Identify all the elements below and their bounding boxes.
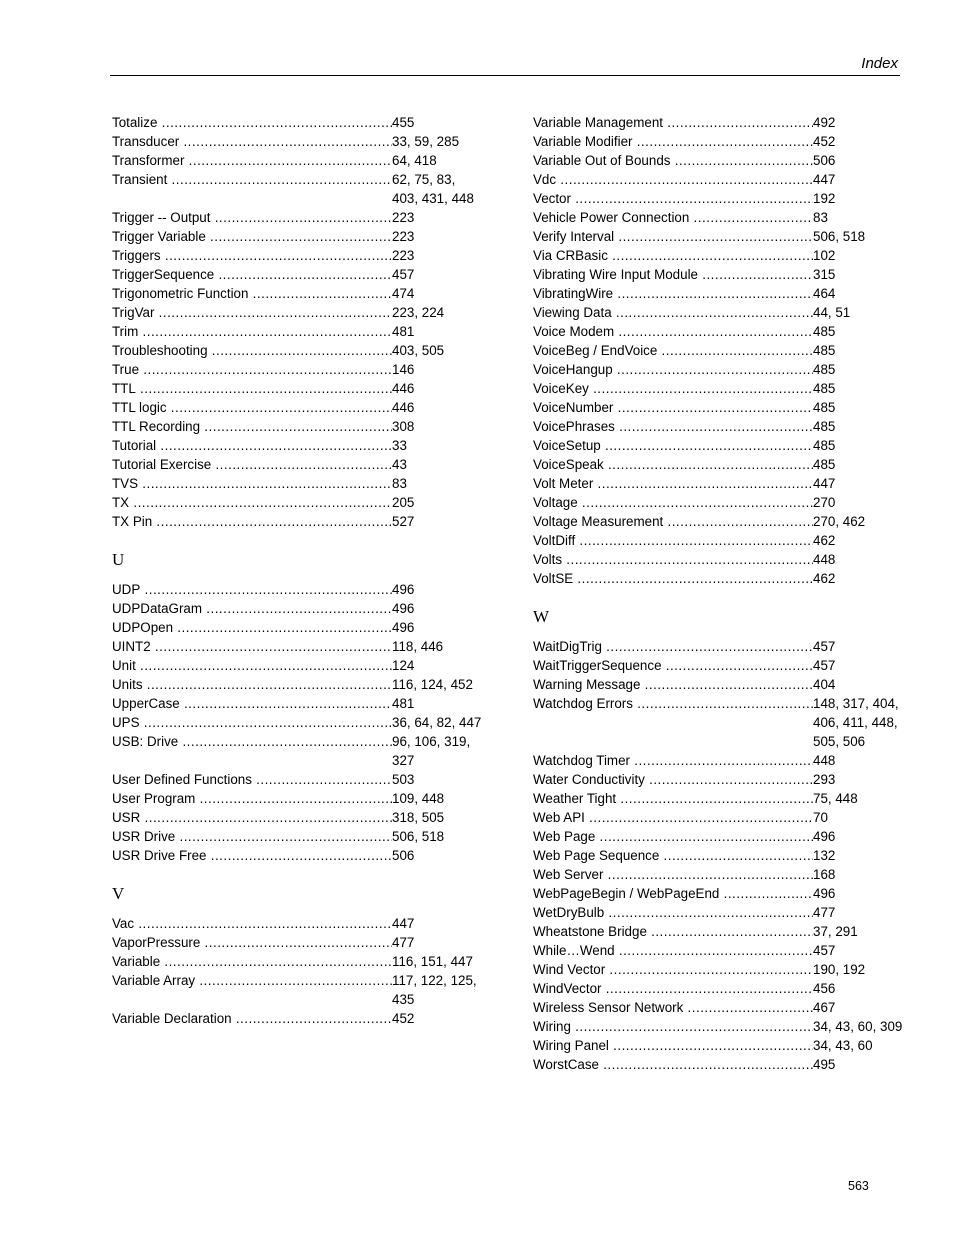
index-entry: [112, 808, 482, 827]
index-term: WorstCase .....: [533, 1055, 813, 1074]
index-term: VoiceSpeak .....: [533, 455, 813, 474]
index-term: Weather Tight .....: [533, 789, 813, 808]
index-term: Variable Array .....: [112, 971, 392, 990]
index-entry: [533, 770, 903, 789]
index-pages: 34, 43, 60, 309: [813, 1019, 903, 1034]
index-term: VaporPressure .....: [112, 933, 392, 952]
index-pages: 485: [813, 343, 836, 358]
index-pages: 223: [392, 210, 415, 225]
index-entry: [112, 113, 482, 132]
index-pages: 506, 518: [392, 829, 445, 844]
index-term: UINT2 .....: [112, 637, 392, 656]
index-entry: [112, 952, 482, 971]
index-entry: [112, 227, 482, 246]
index-pages: 456: [813, 981, 836, 996]
page-header-title: Index: [861, 55, 898, 72]
index-term: Voltage Measurement .....: [533, 512, 813, 531]
index-pages: 34, 43, 60: [813, 1038, 873, 1053]
index-entry: [533, 493, 903, 512]
index-pages: 223, 224: [392, 305, 445, 320]
entry-group: [112, 580, 482, 865]
index-term: Web Page Sequence .....: [533, 846, 813, 865]
index-term: Wheatstone Bridge .....: [533, 922, 813, 941]
index-entry: [112, 455, 482, 474]
index-term: VibratingWire .....: [533, 284, 813, 303]
index-term: Trigger -- Output .....: [112, 208, 392, 227]
index-term: Vibrating Wire Input Module .....: [533, 265, 813, 284]
index-pages: 33: [392, 438, 407, 453]
index-entry: [112, 675, 482, 694]
index-term: Tutorial Exercise .....: [112, 455, 392, 474]
index-entry: [112, 732, 482, 770]
index-term: VoiceNumber .....: [533, 398, 813, 417]
index-entry: [533, 998, 903, 1017]
header-rule: [110, 75, 900, 76]
index-pages: 447: [813, 476, 836, 491]
index-entry: [112, 284, 482, 303]
index-pages: 495: [813, 1057, 836, 1072]
index-term: UDP .....: [112, 580, 392, 599]
index-term: Web Page .....: [533, 827, 813, 846]
index-pages: 448: [813, 753, 836, 768]
index-pages: 452: [392, 1011, 415, 1026]
index-entry: [112, 170, 482, 208]
index-term: WebPageBegin / WebPageEnd .....: [533, 884, 813, 903]
index-entry: [112, 303, 482, 322]
index-entry: [533, 941, 903, 960]
index-entry: [112, 265, 482, 284]
index-entry: [533, 455, 903, 474]
index-term: Voltage .....: [533, 493, 813, 512]
index-term: User Program .....: [112, 789, 392, 808]
index-term: Totalize .....: [112, 113, 392, 132]
index-entry: [112, 512, 482, 531]
index-pages: 485: [813, 438, 836, 453]
index-pages: 62, 75, 83, 403, 431, 448: [392, 172, 474, 206]
index-pages: 485: [813, 457, 836, 472]
index-term: Trigger Variable .....: [112, 227, 392, 246]
index-term: Vehicle Power Connection .....: [533, 208, 813, 227]
entry-group: [533, 637, 903, 1074]
index-term: USR Drive .....: [112, 827, 392, 846]
section-letter-u: U: [112, 550, 125, 569]
index-term: USR .....: [112, 808, 392, 827]
index-entry: [533, 227, 903, 246]
index-pages: 477: [392, 935, 415, 950]
index-pages: 485: [813, 324, 836, 339]
index-term: Transformer .....: [112, 151, 392, 170]
index-entry: [533, 151, 903, 170]
index-pages: 132: [813, 848, 836, 863]
index-term: Trigonometric Function .....: [112, 284, 392, 303]
index-entry: [533, 656, 903, 675]
index-entry: [112, 713, 482, 732]
index-entry: [533, 675, 903, 694]
index-term: Variable Modifier .....: [533, 132, 813, 151]
index-term: UpperCase .....: [112, 694, 392, 713]
section-letter-w: W: [533, 607, 550, 626]
index-entry: [533, 846, 903, 865]
index-entry: [533, 303, 903, 322]
index-term: Via CRBasic .....: [533, 246, 813, 265]
index-term: Troubleshooting .....: [112, 341, 392, 360]
index-pages: 102: [813, 248, 836, 263]
index-entry: [533, 1017, 903, 1036]
index-entry: [533, 360, 903, 379]
index-entry: [533, 694, 903, 751]
index-entry: [112, 846, 482, 865]
index-pages: 124: [392, 658, 415, 673]
index-pages: 270: [813, 495, 836, 510]
index-pages: 148, 317, 404, 406, 411, 448, 505, 506: [813, 696, 899, 749]
index-term: UPS .....: [112, 713, 392, 732]
index-term: VoiceBeg / EndVoice .....: [533, 341, 813, 360]
index-entry: [533, 903, 903, 922]
index-pages: 446: [392, 381, 415, 396]
index-term: TrigVar .....: [112, 303, 392, 322]
index-term: Vdc .....: [533, 170, 813, 189]
index-entry: [533, 922, 903, 941]
index-entry: [112, 398, 482, 417]
index-term: Web API .....: [533, 808, 813, 827]
index-term: WaitDigTrig .....: [533, 637, 813, 656]
index-entry: [112, 1009, 482, 1028]
index-entry: [533, 246, 903, 265]
index-entry: [112, 933, 482, 952]
index-pages: 481: [392, 324, 415, 339]
index-entry: [533, 569, 903, 588]
index-entry: [533, 170, 903, 189]
index-column-right: [533, 113, 903, 1074]
index-pages: 192: [813, 191, 836, 206]
index-pages: 118, 446: [392, 639, 444, 654]
index-pages: 485: [813, 400, 836, 415]
index-term: Verify Interval .....: [533, 227, 813, 246]
index-entry: [533, 884, 903, 903]
index-term: Wiring .....: [533, 1017, 813, 1036]
index-pages: 477: [813, 905, 836, 920]
index-pages: 462: [813, 533, 836, 548]
index-entry: [533, 789, 903, 808]
index-pages: 83: [392, 476, 407, 491]
index-pages: 75, 448: [813, 791, 858, 806]
index-entry: [112, 360, 482, 379]
index-term: TX Pin .....: [112, 512, 392, 531]
index-entry: [533, 113, 903, 132]
index-pages: 457: [813, 658, 836, 673]
index-entry: [533, 751, 903, 770]
index-pages: 404: [813, 677, 836, 692]
index-term: True .....: [112, 360, 392, 379]
index-pages: 496: [392, 620, 415, 635]
index-entry: [533, 398, 903, 417]
index-pages: 33, 59, 285: [392, 134, 460, 149]
index-term: Variable Declaration .....: [112, 1009, 392, 1028]
index-entry: [112, 656, 482, 675]
index-entry: [112, 618, 482, 637]
index-term: Watchdog Errors .....: [533, 694, 813, 713]
index-entry: [112, 436, 482, 455]
index-term: Volts .....: [533, 550, 813, 569]
index-entry: [533, 189, 903, 208]
index-term: While…Wend .....: [533, 941, 813, 960]
index-entry: [533, 637, 903, 656]
index-pages: 496: [392, 601, 415, 616]
index-entry: [533, 1036, 903, 1055]
index-pages: 37, 291: [813, 924, 858, 939]
index-pages: 293: [813, 772, 836, 787]
index-term: Vac .....: [112, 914, 392, 933]
index-entry: [533, 808, 903, 827]
index-term: VoiceSetup .....: [533, 436, 813, 455]
index-pages: 462: [813, 571, 836, 586]
index-entry: [112, 827, 482, 846]
index-pages: 457: [813, 943, 836, 958]
entry-group: [112, 914, 482, 1028]
index-term: Units .....: [112, 675, 392, 694]
index-entry: [533, 265, 903, 284]
index-term: VoiceHangup .....: [533, 360, 813, 379]
entry-group: [533, 113, 903, 588]
index-entry: [112, 580, 482, 599]
index-term: User Defined Functions .....: [112, 770, 392, 789]
index-entry: [533, 322, 903, 341]
index-pages: 448: [813, 552, 836, 567]
index-entry: [112, 379, 482, 398]
index-entry: [533, 550, 903, 569]
index-pages: 447: [392, 916, 415, 931]
index-term: WaitTriggerSequence .....: [533, 656, 813, 675]
index-term: TTL Recording .....: [112, 417, 392, 436]
index-entry: [533, 208, 903, 227]
index-entry: [533, 341, 903, 360]
section-letter-v: V: [112, 884, 125, 903]
index-term: Vector .....: [533, 189, 813, 208]
index-entry: [533, 436, 903, 455]
index-entry: [533, 417, 903, 436]
index-term: Volt Meter .....: [533, 474, 813, 493]
index-term: Transient .....: [112, 170, 392, 189]
index-term: Wind Vector .....: [533, 960, 813, 979]
index-pages: 43: [392, 457, 407, 472]
index-entry: [112, 417, 482, 436]
index-term: Triggers .....: [112, 246, 392, 265]
page-number: 563: [848, 1179, 869, 1193]
index-pages: 506: [813, 153, 836, 168]
index-pages: 506, 518: [813, 229, 866, 244]
index-term: UDPDataGram .....: [112, 599, 392, 618]
index-pages: 70: [813, 810, 828, 825]
index-term: WindVector .....: [533, 979, 813, 998]
index-pages: 503: [392, 772, 415, 787]
index-pages: 116, 151, 447: [392, 954, 473, 969]
index-entry: [112, 208, 482, 227]
index-term: VoltDiff .....: [533, 531, 813, 550]
index-pages: 496: [813, 886, 836, 901]
index-term: Voice Modem .....: [533, 322, 813, 341]
index-term: Watchdog Timer .....: [533, 751, 813, 770]
index-entry: [112, 474, 482, 493]
index-entry: [112, 341, 482, 360]
index-entry: [533, 284, 903, 303]
index-term: Warning Message .....: [533, 675, 813, 694]
index-entry: [112, 770, 482, 789]
index-term: Trim .....: [112, 322, 392, 341]
index-pages: 457: [392, 267, 415, 282]
index-term: Water Conductivity .....: [533, 770, 813, 789]
index-pages: 485: [813, 419, 836, 434]
index-entry: [533, 960, 903, 979]
index-term: Variable Management .....: [533, 113, 813, 132]
index-pages: 117, 122, 125, 435: [392, 973, 477, 1007]
index-term: UDPOpen .....: [112, 618, 392, 637]
index-term: VoltSE .....: [533, 569, 813, 588]
index-entry: [112, 914, 482, 933]
index-pages: 83: [813, 210, 828, 225]
index-entry: [112, 694, 482, 713]
index-pages: 36, 64, 82, 447: [392, 715, 482, 730]
index-pages: 496: [813, 829, 836, 844]
index-entry: [533, 379, 903, 398]
index-pages: 168: [813, 867, 836, 882]
index-entry: [112, 599, 482, 618]
index-entry: [533, 474, 903, 493]
index-entry: [112, 971, 482, 1009]
index-entry: [112, 789, 482, 808]
index-entry: [112, 246, 482, 265]
index-pages: 527: [392, 514, 415, 529]
index-term: Wireless Sensor Network .....: [533, 998, 813, 1017]
index-term: USR Drive Free .....: [112, 846, 392, 865]
index-term: TTL .....: [112, 379, 392, 398]
index-entry: [533, 865, 903, 884]
index-term: Viewing Data .....: [533, 303, 813, 322]
index-entry: [112, 151, 482, 170]
index-entry: [533, 979, 903, 998]
index-pages: 205: [392, 495, 415, 510]
index-pages: 506: [392, 848, 415, 863]
index-pages: 44, 51: [813, 305, 851, 320]
index-pages: 315: [813, 267, 836, 282]
index-pages: 146: [392, 362, 415, 377]
index-entry: [533, 531, 903, 550]
index-pages: 190, 192: [813, 962, 866, 977]
index-term: Unit .....: [112, 656, 392, 675]
entry-group: [112, 113, 482, 531]
index-pages: 223: [392, 229, 415, 244]
index-term: Variable .....: [112, 952, 392, 971]
index-pages: 318, 505: [392, 810, 445, 825]
index-pages: 464: [813, 286, 836, 301]
index-pages: 455: [392, 115, 415, 130]
index-pages: 109, 448: [392, 791, 445, 806]
index-pages: 403, 505: [392, 343, 445, 358]
index-entry: [533, 512, 903, 531]
index-entry: [112, 493, 482, 512]
index-term: TTL logic .....: [112, 398, 392, 417]
index-term: Wiring Panel .....: [533, 1036, 813, 1055]
index-pages: 446: [392, 400, 415, 415]
index-entry: [112, 132, 482, 151]
index-entry: [112, 322, 482, 341]
index-pages: 474: [392, 286, 415, 301]
index-pages: 64, 418: [392, 153, 437, 168]
index-entry: [533, 1055, 903, 1074]
index-entry: [112, 637, 482, 656]
index-pages: 270, 462: [813, 514, 866, 529]
index-term: Transducer .....: [112, 132, 392, 151]
index-column-left: [112, 113, 482, 1028]
index-term: WetDryBulb .....: [533, 903, 813, 922]
index-pages: 485: [813, 362, 836, 377]
index-term: Tutorial .....: [112, 436, 392, 455]
index-pages: 457: [813, 639, 836, 654]
index-term: TriggerSequence .....: [112, 265, 392, 284]
index-term: Variable Out of Bounds .....: [533, 151, 813, 170]
index-pages: 452: [813, 134, 836, 149]
index-pages: 308: [392, 419, 415, 434]
index-term: TVS .....: [112, 474, 392, 493]
index-pages: 447: [813, 172, 836, 187]
index-term: USB: Drive .....: [112, 732, 392, 751]
index-term: VoicePhrases .....: [533, 417, 813, 436]
index-pages: 481: [392, 696, 415, 711]
index-pages: 467: [813, 1000, 836, 1015]
index-pages: 492: [813, 115, 836, 130]
index-entry: [533, 827, 903, 846]
index-pages: 485: [813, 381, 836, 396]
index-pages: 223: [392, 248, 415, 263]
index-term: VoiceKey .....: [533, 379, 813, 398]
index-pages: 496: [392, 582, 415, 597]
index-term: Web Server .....: [533, 865, 813, 884]
index-pages: 96, 106, 319, 327: [392, 734, 471, 768]
index-term: TX .....: [112, 493, 392, 512]
index-entry: [533, 132, 903, 151]
index-pages: 116, 124, 452: [392, 677, 473, 692]
